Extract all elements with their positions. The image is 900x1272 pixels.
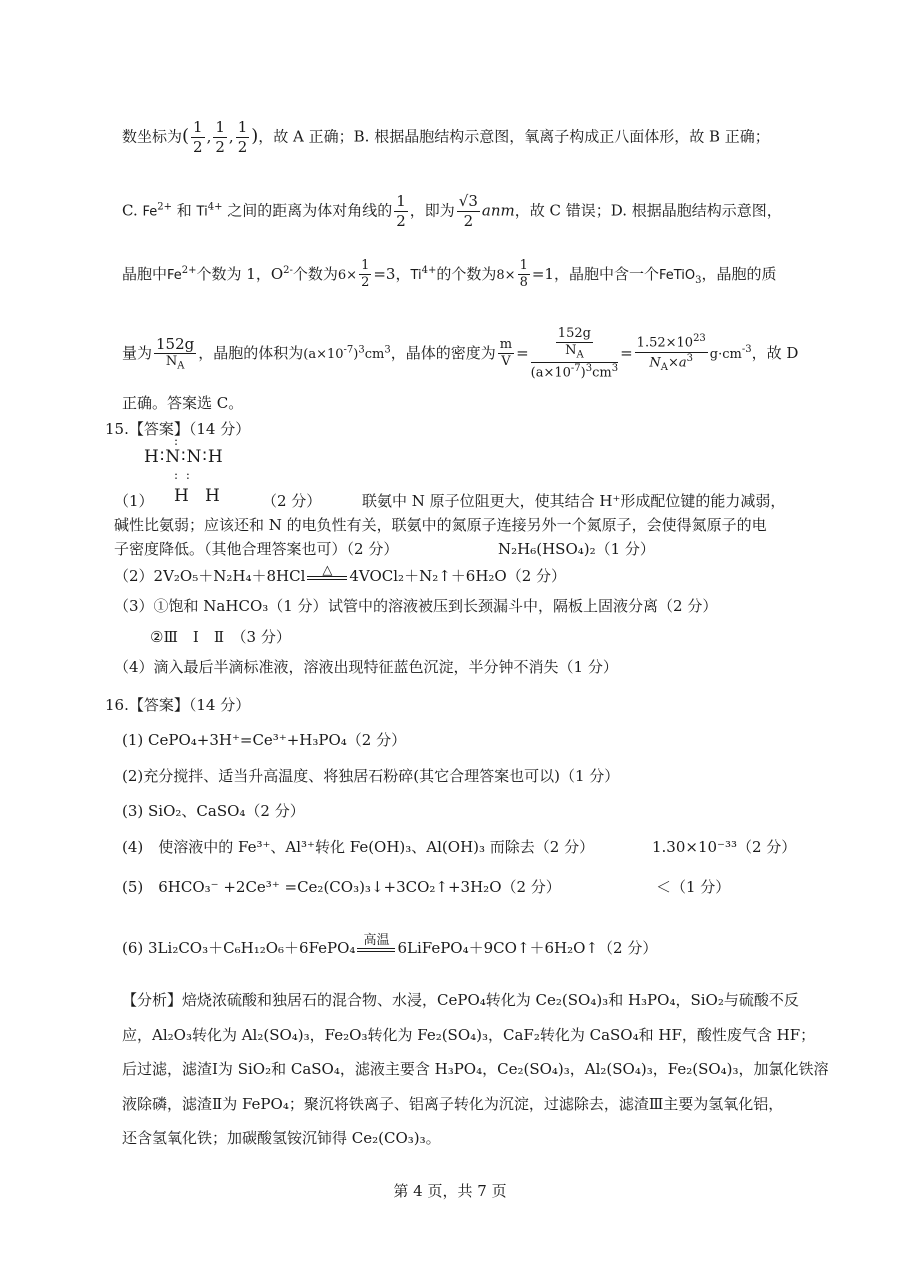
vol-a: (a×10 xyxy=(530,365,571,381)
p3-line-1b: 试管中的溶液被压到长颈漏斗中，隔板上固液分离（2 分） xyxy=(328,597,718,615)
q14-text: ，晶体的密度为 xyxy=(390,343,496,362)
q14-text: 个数为 xyxy=(292,264,338,283)
analysis-line-4: 液除磷，滤渣Ⅱ为 FePO₄；聚沉将铁离子、铝离子转化为沉淀，过滤除去，滤渣Ⅲ主要为氢氧化铝， xyxy=(122,1095,784,1113)
q16-a3: (3) SiO₂、CaSO₄（2 分） xyxy=(122,802,305,820)
half-frac xyxy=(394,192,408,231)
p1-formula xyxy=(498,538,655,559)
inner-frac xyxy=(556,326,593,362)
ti-ion: Ti xyxy=(410,267,422,283)
q14-text: =3， xyxy=(373,264,411,283)
result-frac xyxy=(635,333,708,374)
frac-num: 152g xyxy=(156,334,195,353)
frac-den: 2 xyxy=(396,211,406,230)
q14-line-5 xyxy=(122,392,243,413)
p1-text: 联氨中 N 原子位阻更大，使其结合 H⁺形成配位键的能力减弱， xyxy=(362,492,786,510)
frac-den: 8 xyxy=(519,275,528,291)
na: N xyxy=(165,354,178,370)
frac-num: 1 xyxy=(215,118,225,136)
subscript: 3 xyxy=(695,274,702,286)
unit: g·cm xyxy=(709,346,742,362)
high-temp-arrow xyxy=(357,934,395,958)
q14-text: ，故 A 正确；B. 根据晶胞结构示意图，氧离子构成正八面体形，故 B 正确； xyxy=(258,127,770,146)
exp: -7 xyxy=(570,363,581,375)
frac-num: 1 xyxy=(193,118,203,136)
dens-val: 1.52×10 xyxy=(636,335,694,351)
delta: △ xyxy=(322,563,333,578)
exp: 3 xyxy=(384,344,391,356)
lewis-dots-top: : xyxy=(174,434,181,448)
frac-num: m xyxy=(498,337,514,354)
q14-text: 晶胞中 xyxy=(122,264,168,283)
coord-frac-x xyxy=(191,118,205,157)
six-half-frac xyxy=(359,258,371,292)
frac-den: 2 xyxy=(193,137,203,156)
anm: anm xyxy=(481,201,515,220)
q14-line-2 xyxy=(122,192,782,231)
frac-num: √3 xyxy=(458,192,478,210)
q14-text: 之间的距离为体对角线的 xyxy=(222,201,393,220)
q14-text: ，晶胞的体积为 xyxy=(198,343,304,362)
equals: = xyxy=(516,343,529,362)
lewis-structure-bottom: H H xyxy=(174,486,220,506)
score: （1 分） xyxy=(595,540,655,558)
mv-frac xyxy=(498,337,514,371)
p2-left: （2）2V₂O₅＋N₂H₄＋8HCl xyxy=(114,567,306,585)
a6-left: (6) 3Li₂CO₃＋C₆H₁₂O₆＋6FePO₄ xyxy=(122,939,356,957)
charge: 4+ xyxy=(421,264,437,276)
subscript: A xyxy=(660,361,669,373)
q14-line-4 xyxy=(122,326,798,382)
charge: 2+ xyxy=(157,201,172,213)
eighth-frac xyxy=(518,258,530,292)
exp: -3 xyxy=(741,343,752,355)
q14-text: ，故 C 错误；D. 根据晶胞结构示意图， xyxy=(514,201,782,220)
exp: 3 xyxy=(585,363,593,375)
exp: 23 xyxy=(693,333,706,345)
q14-text: 量为 xyxy=(122,343,153,362)
p3-line-2: ②Ⅲ Ⅰ Ⅱ （3 分） xyxy=(150,628,291,646)
q15-title: 15.【答案】（14 分） xyxy=(105,420,251,438)
q14-text: 个数为 1，O xyxy=(196,264,284,283)
sqrt3-frac xyxy=(457,192,480,231)
q14-line-3 xyxy=(122,258,777,292)
frac-num xyxy=(635,333,708,353)
q14-text: C. xyxy=(122,201,143,220)
density-frac xyxy=(531,326,618,382)
analysis-line-3: 后过滤，滤渣Ⅰ为 SiO₂和 CaSO₄，滤液主要含 H₃PO₄，Ce₂(SO₄)₃，Al₂(SO₄)₃，Fe₂(SO₄)₃，加氯化铁溶 xyxy=(122,1060,829,1078)
frac-num: 1 xyxy=(396,192,406,210)
condition: 高温 xyxy=(363,933,390,948)
q14-text: ，晶胞的质 xyxy=(701,264,777,283)
frac-den: 2 xyxy=(463,211,474,230)
frac-den xyxy=(531,363,618,382)
fe-ion: Fe xyxy=(167,267,182,283)
q14-text: 数坐标为 xyxy=(122,127,183,146)
p1-label: （1） xyxy=(114,492,154,510)
q16-a4-b: 1.30×10⁻³³（2 分） xyxy=(652,838,797,856)
six-times: 6× xyxy=(337,267,358,283)
frac-num: 1 xyxy=(359,258,371,275)
q16-a5: (5) 6HCO₃⁻ +2Ce³⁺ =Ce₂(CO₃)₃↓+3CO₂↑+3H₂O（2 分） xyxy=(122,878,561,896)
equals: = xyxy=(620,343,633,362)
exp: 3 xyxy=(358,344,365,356)
exp: 3 xyxy=(686,353,694,365)
a-cubed: ×a xyxy=(668,355,687,371)
page-footer: 第 4 页，共 7 页 xyxy=(393,1182,507,1200)
analysis-line-5: 还含氢氧化铁；加碳酸氢铵沉铈得 Ce₂(CO₃)₃。 xyxy=(122,1129,441,1147)
q14-text: =1，晶胞中含一个 xyxy=(531,264,659,283)
q14-text: 正确。答案选 C。 xyxy=(122,394,244,412)
mass-frac xyxy=(154,335,196,374)
formula: N₂H₆(HSO₄)₂ xyxy=(498,540,596,558)
p2-right: 4VOCl₂＋N₂↑＋6H₂O（2 分） xyxy=(349,567,567,585)
unit: cm xyxy=(592,365,612,381)
ti-ion: Ti xyxy=(196,204,208,220)
frac-den: 2 xyxy=(237,137,248,156)
fetio3: FeTiO xyxy=(658,267,696,283)
lewis-top: H∶N∶N∶H xyxy=(144,447,224,467)
na: N xyxy=(565,343,577,359)
p1-line-3: 子密度降低。（其他合理答案也可）（2 分） xyxy=(114,540,399,558)
p1-line-2: 碱性比氨弱；应该还和 N 的电负性有关，联氨中的氮原子连接另外一个氮原子，会使得氮原子的电 xyxy=(114,516,767,534)
paren-close: ) xyxy=(251,125,259,147)
na: N xyxy=(649,355,661,371)
lewis-structure-top xyxy=(144,443,224,471)
frac-num: 1 xyxy=(237,118,248,136)
exp: 3 xyxy=(611,363,619,375)
p3-line-1: （3）①饱和 NaHCO₃（1 分） xyxy=(114,597,328,615)
delta-arrow xyxy=(307,563,347,586)
frac-num: 152g xyxy=(556,326,593,343)
frac-den: 2 xyxy=(215,137,225,156)
charge: 2- xyxy=(283,264,293,276)
frac-den xyxy=(635,353,708,374)
q16-a4: (4) 使溶液中的 Fe³⁺、Al³⁺转化 Fe(OH)₃、Al(OH)₃ 而除去（2 分） xyxy=(122,838,595,856)
vol-b: ) xyxy=(580,365,586,381)
vol-b: ) xyxy=(353,346,359,362)
analysis-line-1: 【分析】焙烧浓硫酸和独居石的混合物、水浸，CePO₄转化为 Ce₂(SO₄)₃和 H₃PO₄，SiO₂与硫酸不反 xyxy=(122,991,799,1009)
a6-right: 6LiFePO₄＋9CO↑＋6H₂O↑（2 分） xyxy=(397,939,658,957)
volume-expr xyxy=(303,344,391,362)
charge: 4+ xyxy=(207,201,223,213)
charge: 2+ xyxy=(181,264,197,276)
eight-times: 8× xyxy=(496,267,516,283)
coord-frac-y xyxy=(213,118,227,157)
fe-ion: Fe xyxy=(142,204,158,220)
frac-num xyxy=(531,326,618,363)
p2-line xyxy=(114,565,566,586)
frac-num: 1 xyxy=(518,258,530,275)
q14-text: 的个数为 xyxy=(436,264,497,283)
subscript: A xyxy=(177,360,185,372)
p4-line: （4）滴入最后半滴标准液，溶液出现特征蓝色沉淀，半分钟不消失（1 分） xyxy=(114,658,618,676)
vol-a: (a×10 xyxy=(303,346,344,362)
subscript: A xyxy=(576,349,584,361)
analysis-line-2: 应，Al₂O₃转化为 Al₂(SO₄)₃，Fe₂O₃转化为 Fe₂(SO₄)₃，CaF₂转化为 CaSO₄和 HF，酸性废气含 HF； xyxy=(122,1026,816,1044)
frac-den: V xyxy=(501,354,511,370)
p1-score: （2 分） xyxy=(262,492,322,510)
frac-den: 2 xyxy=(361,275,370,291)
exp: -7 xyxy=(343,344,354,356)
q14-text: 和 xyxy=(172,201,197,220)
paren-open: ( xyxy=(182,125,190,147)
q14-text: ，即为 xyxy=(409,201,455,220)
q16-a1: (1) CePO₄+3H⁺=Ce³⁺+H₃PO₄（2 分） xyxy=(122,731,407,749)
q16-a2: (2)充分搅拌、适当升高温度、将独居石粉碎(其它合理答案也可以)（1 分） xyxy=(122,767,620,785)
frac-den xyxy=(556,343,593,362)
q16-title: 16.【答案】（14 分） xyxy=(105,696,251,714)
q14-text: ，故 D xyxy=(751,343,799,362)
q14-line-1: 数坐标为( $\frac{1}{2}$ , $\frac{1}{2}$ , $\frac{1}{2}$ )，故 A 正确；B. 根据晶胞结构示意图，氧离子构成正八面体形，故 B 正确； xyxy=(122,118,770,156)
lewis-dots-bottom: : : xyxy=(174,468,192,482)
unit: cm xyxy=(364,346,385,362)
coord-frac-z xyxy=(236,118,250,157)
double-line xyxy=(357,948,395,952)
q16-a6 xyxy=(122,934,657,958)
q16-a5-b: ＜（1 分） xyxy=(656,878,731,896)
frac-den xyxy=(154,354,196,373)
